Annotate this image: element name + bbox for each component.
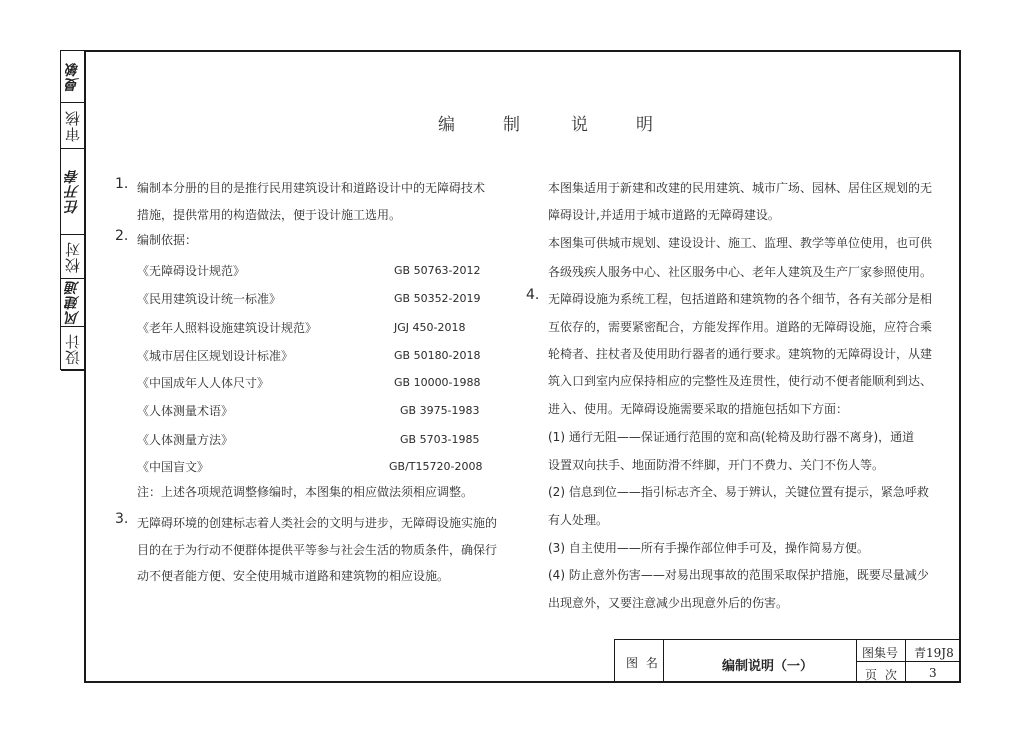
review-label: 审核 xyxy=(64,109,82,142)
standard-code: JGJ 450-2018 xyxy=(394,321,466,334)
section-4-line-4: 筑入口到室内应保持相应的完整性及连贯性，使行动不便者能顺利到达、 xyxy=(548,374,933,388)
atlas-number: 青19J8 xyxy=(914,646,954,660)
item-2-line-1: (2) 信息到位——指引标志齐全、易于辨认，关键位置有提示，紧急呼救 xyxy=(548,485,929,499)
section-4-line-2: 互依存的，需要紧密配合，方能发挥作用。道路的无障碍设施，应符合乘 xyxy=(548,320,933,334)
para-2-line-2: 各级残疾人服务中心、社区服务中心、老年人建筑及生产厂家参照使用。 xyxy=(548,265,933,279)
section-2-number: 2. xyxy=(115,228,129,244)
standard-code: GB 10000-1988 xyxy=(394,376,481,389)
item-1-line-2: 设置双向扶手、地面防滑不绊脚，开门不费力、关门不伤人等。 xyxy=(548,458,885,472)
atlas-number-label: 图集号 xyxy=(862,646,899,660)
signoff-strip xyxy=(60,50,84,370)
note-line: 注：上述各项规范调整修编时，本图集的相应做法须相应调整。 xyxy=(137,485,474,499)
standard-name: 《城市居住区规划设计标准》 xyxy=(137,349,294,363)
standard-name: 《人体测量术语》 xyxy=(137,404,234,418)
review-signature: 曼敏 xyxy=(64,61,81,92)
check-label: 校对 xyxy=(64,240,82,273)
standard-code: GB 50180-2018 xyxy=(394,349,481,362)
page-label: 页 次 xyxy=(865,668,899,682)
section-3-line-1: 无障碍环境的创建标志着人类社会的文明与进步，无障碍设施实施的 xyxy=(137,516,498,530)
check-signature: 任开春 xyxy=(64,169,81,214)
check-signature-cell xyxy=(61,149,84,235)
review-signature-cell xyxy=(61,51,84,103)
design-label-cell xyxy=(61,327,84,371)
page-number: 3 xyxy=(929,666,937,680)
standard-code: GB 50352-2019 xyxy=(394,292,481,305)
title-block-rule xyxy=(856,661,961,662)
design-signature-cell xyxy=(61,279,84,327)
standard-name: 《中国成年人人体尺寸》 xyxy=(137,376,270,390)
design-label: 设计 xyxy=(64,332,82,365)
design-signature: 风建通 xyxy=(64,280,81,325)
section-4-line-3: 轮椅者、拄杖者及使用助行器者的通行要求。建筑物的无障碍设计，从建 xyxy=(548,347,933,361)
title-char-1: 编 xyxy=(438,115,455,135)
section-3-line-3: 动不便者能方便、安全使用城市道路和建筑物的相应设施。 xyxy=(137,569,450,583)
drawing-frame xyxy=(84,50,961,683)
drawing-name: 编制说明（一） xyxy=(722,659,814,674)
title-char-4: 明 xyxy=(636,115,653,135)
section-4-line-5: 进入、使用。无障碍设施需要采取的措施包括如下方面： xyxy=(548,402,849,416)
standard-name: 《老年人照料设施建筑设计规范》 xyxy=(137,321,318,335)
para-1-line-2: 障碍设计,并适用于城市道路的无障碍建设。 xyxy=(548,208,780,222)
para-2-line-1: 本图集可供城市规划、建设设计、施工、监理、教学等单位使用，也可供 xyxy=(548,236,933,250)
item-3-line-1: (3) 自主使用——所有手操作部位伸手可及，操作简易方便。 xyxy=(548,541,869,555)
section-2-line-1: 编制依据： xyxy=(137,233,198,247)
standard-code: GB 50763-2012 xyxy=(394,264,481,277)
review-label-cell xyxy=(61,103,84,149)
item-2-line-2: 有人处理。 xyxy=(548,513,609,527)
standard-name: 《无障碍设计规范》 xyxy=(137,264,246,278)
check-label-cell xyxy=(61,235,84,279)
item-1-line-1: (1) 通行无阻——保证通行范围的宽和高(轮椅及助行器不离身)，通道 xyxy=(548,430,915,444)
section-1-line-1: 编制本分册的目的是推行民用建筑设计和道路设计中的无障碍技术 xyxy=(137,181,486,195)
standard-name: 《民用建筑设计统一标准》 xyxy=(137,292,282,306)
drawing-name-label: 图 名 xyxy=(626,656,660,670)
para-1-line-1: 本图集适用于新建和改建的民用建筑、城市广场、园林、居住区规划的无 xyxy=(548,181,933,195)
standard-name: 《中国盲文》 xyxy=(137,460,210,474)
item-4-line-2: 出现意外，又要注意减少出现意外后的伤害。 xyxy=(548,596,789,610)
standard-name: 《人体测量方法》 xyxy=(137,433,234,447)
section-4-number: 4. xyxy=(526,287,540,303)
section-3-number: 3. xyxy=(115,511,129,527)
section-1-number: 1. xyxy=(115,176,129,192)
item-4-line-1: (4) 防止意外伤害——对易出现事故的范围采取保护措施，既要尽量减少 xyxy=(548,568,929,582)
title-char-2: 制 xyxy=(503,115,520,135)
section-1-line-2: 措施，提供常用的构造做法，便于设计施工选用。 xyxy=(137,208,402,222)
standard-code: GB/T15720-2008 xyxy=(389,460,483,473)
title-char-3: 说 xyxy=(571,115,588,135)
section-3-line-2: 目的在于为行动不便群体提供平等参与社会生活的物质条件，确保行 xyxy=(137,543,498,557)
standard-code: GB 3975-1983 xyxy=(400,404,480,417)
title-block-divider xyxy=(663,639,664,683)
standard-code: GB 5703-1985 xyxy=(400,433,480,446)
section-4-line-1: 无障碍设施为系统工程，包括道路和建筑物的各个细节，各有关部分是相 xyxy=(548,292,933,306)
